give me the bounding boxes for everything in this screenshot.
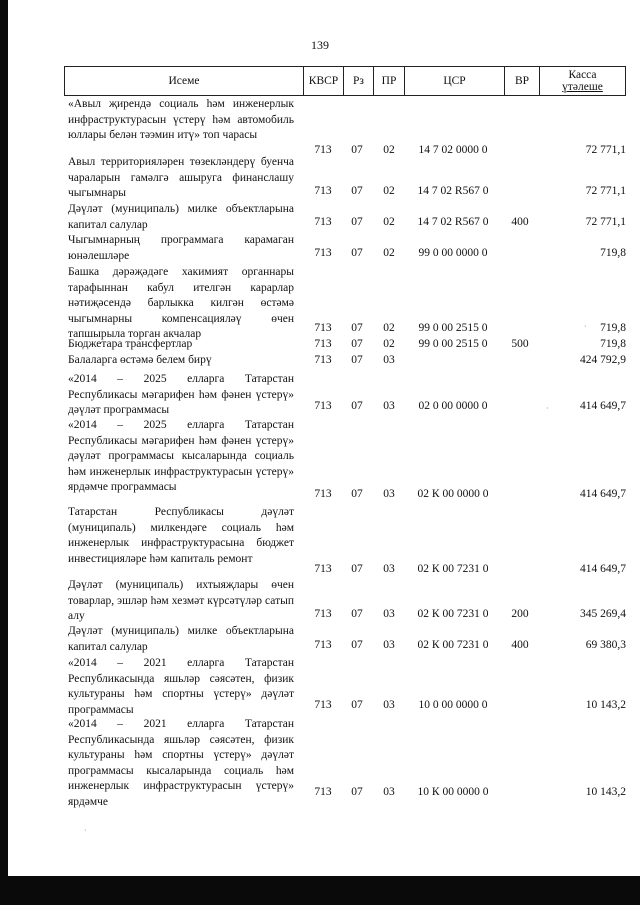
row-csr: 14 7 02 0000 0 bbox=[418, 144, 488, 156]
row-vr: 200 bbox=[511, 608, 529, 620]
row-name: «2014 – 2025 елларга Татарстан Республикасы мәгарифен һәм фәнен үстерү» дәүләт программасы кысаларында социаль һәм инженерлык инфраструктурасын үстерү» ярдәмче программасы bbox=[68, 419, 294, 493]
row-pr: 03 bbox=[383, 786, 395, 798]
header-name: Исеме bbox=[168, 75, 200, 87]
row-name: Дәүләт (муниципаль) ихтыяҗлары өчен товарлар, эшләр һәм хезмәт күрсәтүләр сатып алу bbox=[68, 579, 294, 622]
row-name: Чыгымнарның программага карамаган юнәлешләре bbox=[68, 234, 294, 262]
row-kbsr: 713 bbox=[314, 699, 332, 711]
row-sum: 72 771,1 bbox=[585, 144, 626, 156]
scan-speck: · bbox=[584, 322, 587, 331]
row-rz: 07 bbox=[351, 338, 363, 350]
row-csr: 02 К 00 7231 0 bbox=[417, 608, 489, 620]
row-csr: 14 7 02 R567 0 bbox=[417, 216, 489, 228]
row-csr: 14 7 02 R567 0 bbox=[417, 185, 489, 197]
row-sum: 72 771,1 bbox=[585, 185, 626, 197]
row-pr: 02 bbox=[383, 185, 395, 197]
row-pr: 02 bbox=[383, 216, 395, 228]
row-csr: 02 К 00 0000 0 bbox=[417, 488, 489, 500]
row-pr: 02 bbox=[383, 144, 395, 156]
row-name: Балаларга өстәмә белем бирү bbox=[68, 354, 212, 366]
row-csr: 99 0 00 2515 0 bbox=[418, 338, 488, 350]
row-pr: 02 bbox=[383, 322, 395, 334]
row-csr: 02 0 00 0000 0 bbox=[418, 400, 488, 412]
row-sum: 345 269,4 bbox=[580, 608, 626, 620]
row-kbsr: 713 bbox=[314, 488, 332, 500]
header-sum-line1: Касса bbox=[568, 69, 597, 81]
row-csr: 02 К 00 7231 0 bbox=[417, 563, 489, 575]
row-rz: 07 bbox=[351, 144, 363, 156]
row-rz: 07 bbox=[351, 322, 363, 334]
row-name: Авыл территорияләрен төзекләндерү буенча чараларын гамәлгә ашыруга финанслашу чыгымнары bbox=[68, 156, 294, 199]
row-rz: 07 bbox=[351, 699, 363, 711]
row-rz: 07 bbox=[351, 185, 363, 197]
row-kbsr: 713 bbox=[314, 247, 332, 259]
row-sum: 414 649,7 bbox=[580, 400, 626, 412]
row-pr: 03 bbox=[383, 563, 395, 575]
row-pr: 03 bbox=[383, 608, 395, 620]
row-pr: 03 bbox=[383, 699, 395, 711]
row-vr: 400 bbox=[511, 639, 529, 651]
row-sum: 72 771,1 bbox=[585, 216, 626, 228]
row-rz: 07 bbox=[351, 639, 363, 651]
row-rz: 07 bbox=[351, 786, 363, 798]
row-sum: 10 143,2 bbox=[585, 699, 626, 711]
header-sum-line2: үтәлеше bbox=[562, 81, 603, 93]
row-rz: 07 bbox=[351, 488, 363, 500]
header-vr: ВР bbox=[504, 67, 539, 95]
row-name: «2014 – 2021 елларга Татарстан Республикасында яшьләр сәясәтен, физик культураны һәм спортны үстерү» дәүләт программасы bbox=[68, 657, 294, 716]
row-name: «2014 – 2021 елларга Татарстан Республикасында яшьләр сәясәтен, физик культураны һәм спортны үстерү» дәүләт программасы кысаларында социаль һәм инженерлык инфраструктурасын үстерү» ярдәмче bbox=[68, 718, 294, 808]
row-kbsr: 713 bbox=[314, 144, 332, 156]
row-pr: 02 bbox=[383, 338, 395, 350]
header-kbsr: КВСР bbox=[303, 67, 343, 95]
scan-edge-left bbox=[0, 0, 8, 905]
row-pr: 02 bbox=[383, 247, 395, 259]
row-rz: 07 bbox=[351, 563, 363, 575]
row-kbsr: 713 bbox=[314, 639, 332, 651]
row-sum: 69 380,3 bbox=[585, 639, 626, 651]
row-name: Дәүләт (муниципаль) милке объектларына капитал салулар bbox=[68, 625, 294, 653]
row-pr: 03 bbox=[383, 639, 395, 651]
row-csr: 02 К 00 7231 0 bbox=[417, 639, 489, 651]
header-sum bbox=[539, 67, 625, 95]
row-kbsr: 713 bbox=[314, 608, 332, 620]
header-pr: ПР bbox=[373, 67, 404, 95]
row-rz: 07 bbox=[351, 608, 363, 620]
row-sum: 414 649,7 bbox=[580, 563, 626, 575]
row-name: Башка дәрәҗәдәге хакимият органнары тарафыннан кабул ителгән карарлар нәтиҗәсендә барлыкка килгән өстәмә чыгымнарны компенсацияләү өчен тапшырыла торган акчалар bbox=[68, 266, 294, 340]
row-pr: 03 bbox=[383, 400, 395, 412]
row-rz: 07 bbox=[351, 247, 363, 259]
scan-edge-bottom bbox=[0, 876, 640, 905]
row-kbsr: 713 bbox=[314, 563, 332, 575]
row-csr: 99 0 00 0000 0 bbox=[418, 247, 488, 259]
row-kbsr: 713 bbox=[314, 338, 332, 350]
header-csr: ЦСР bbox=[404, 67, 504, 95]
row-kbsr: 713 bbox=[314, 400, 332, 412]
row-sum: 10 143,2 bbox=[585, 786, 626, 798]
row-sum: 424 792,9 bbox=[580, 354, 626, 366]
row-kbsr: 713 bbox=[314, 185, 332, 197]
row-name: Бюджетара трансфертлар bbox=[68, 338, 193, 350]
row-pr: 03 bbox=[383, 354, 395, 366]
row-name: «Авыл җирендә социаль һәм инженерлык инфраструктурасын үстерү һәм автомобиль юллары белән тәэмин итү» топ чарасы bbox=[68, 98, 294, 141]
row-vr: 400 bbox=[511, 216, 529, 228]
row-kbsr: 713 bbox=[314, 216, 332, 228]
scan-speck: · bbox=[84, 826, 87, 835]
row-csr: 10 0 00 0000 0 bbox=[418, 699, 488, 711]
row-sum: 719,8 bbox=[600, 338, 626, 350]
row-kbsr: 713 bbox=[314, 786, 332, 798]
row-rz: 07 bbox=[351, 354, 363, 366]
row-sum: 719,8 bbox=[600, 247, 626, 259]
page-number: 139 bbox=[311, 38, 329, 52]
scan-speck: · bbox=[546, 404, 549, 413]
row-sum: 414 649,7 bbox=[580, 488, 626, 500]
row-rz: 07 bbox=[351, 216, 363, 228]
row-vr: 500 bbox=[511, 338, 529, 350]
row-sum: 719,8 bbox=[600, 322, 626, 334]
row-csr: 10 К 00 0000 0 bbox=[417, 786, 489, 798]
row-name: «2014 – 2025 елларга Татарстан Республикасы мәгарифен һәм фәнен үстерү» дәүләт программасы bbox=[68, 373, 294, 416]
row-name: Татарстан Республикасы дәүләт (муниципаль) милкендәге социаль һәм инженерлык инфраструктурасына бюджет инвестицияләре һәм капиталь ремонт bbox=[68, 506, 294, 565]
row-pr: 03 bbox=[383, 488, 395, 500]
row-name: Дәүләт (муниципаль) милке объектларына капитал салулар bbox=[68, 203, 294, 231]
row-rz: 07 bbox=[351, 400, 363, 412]
row-kbsr: 713 bbox=[314, 322, 332, 334]
row-kbsr: 713 bbox=[314, 354, 332, 366]
row-csr: 99 0 00 2515 0 bbox=[418, 322, 488, 334]
header-rz: Рз bbox=[343, 67, 373, 95]
table-header bbox=[64, 66, 626, 96]
